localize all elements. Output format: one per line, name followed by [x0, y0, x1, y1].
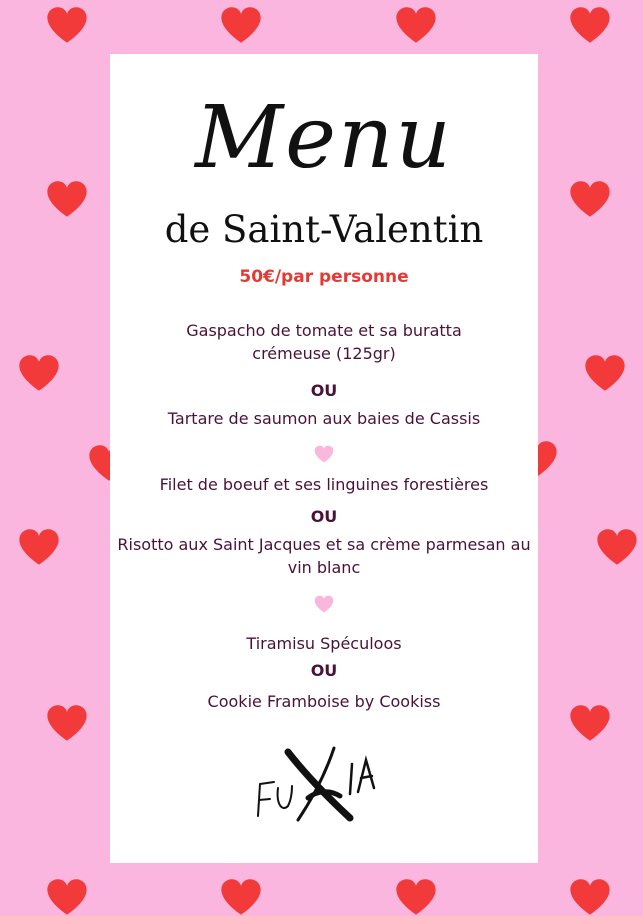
menu-title: Menu: [195, 88, 453, 188]
menu-subtitle: de Saint-Valentin: [164, 208, 484, 251]
heart-icon: [46, 180, 88, 218]
menu-card: [110, 54, 538, 863]
menu-items: [110, 319, 538, 713]
heart-icon: [569, 878, 611, 916]
main-option-1: Filet de boeuf et ses linguines forestières: [159, 475, 489, 494]
heart-icon: [46, 878, 88, 916]
main-or-label: OU: [310, 507, 338, 526]
heart-icon: [220, 878, 262, 916]
heart-icon: [569, 704, 611, 742]
heart-icon: [395, 878, 437, 916]
heart-icon: [18, 354, 60, 392]
heart-icon: [584, 354, 626, 392]
heart-icon: [569, 180, 611, 218]
heart-icon: [46, 6, 88, 44]
heart-icon: [395, 6, 437, 44]
dessert-or-label: OU: [310, 661, 338, 680]
starter-option-1: Gaspacho de tomate et sa buratta crémeuse (125gr): [186, 321, 462, 363]
heart-icon: [18, 528, 60, 566]
main-option-2: Risotto aux Saint Jacques et sa crème parmesan au vin blanc: [117, 535, 531, 577]
heart-icon: [596, 528, 638, 566]
dessert-option-1: Tiramisu Spéculoos: [246, 634, 402, 653]
heart-icon: [46, 704, 88, 742]
heart-icon: [220, 6, 262, 44]
price-label: 50€/par personne: [239, 267, 409, 287]
starter-option-2: Tartare de saumon aux baies de Cassis: [167, 409, 481, 428]
heart-separator-icon: [314, 595, 334, 613]
heart-separator-icon: [314, 445, 334, 463]
brand-logo: [252, 744, 382, 824]
starter-or-label: OU: [310, 381, 338, 400]
dessert-option-2: Cookie Framboise by Cookiss: [207, 692, 441, 711]
heart-icon: [569, 6, 611, 44]
